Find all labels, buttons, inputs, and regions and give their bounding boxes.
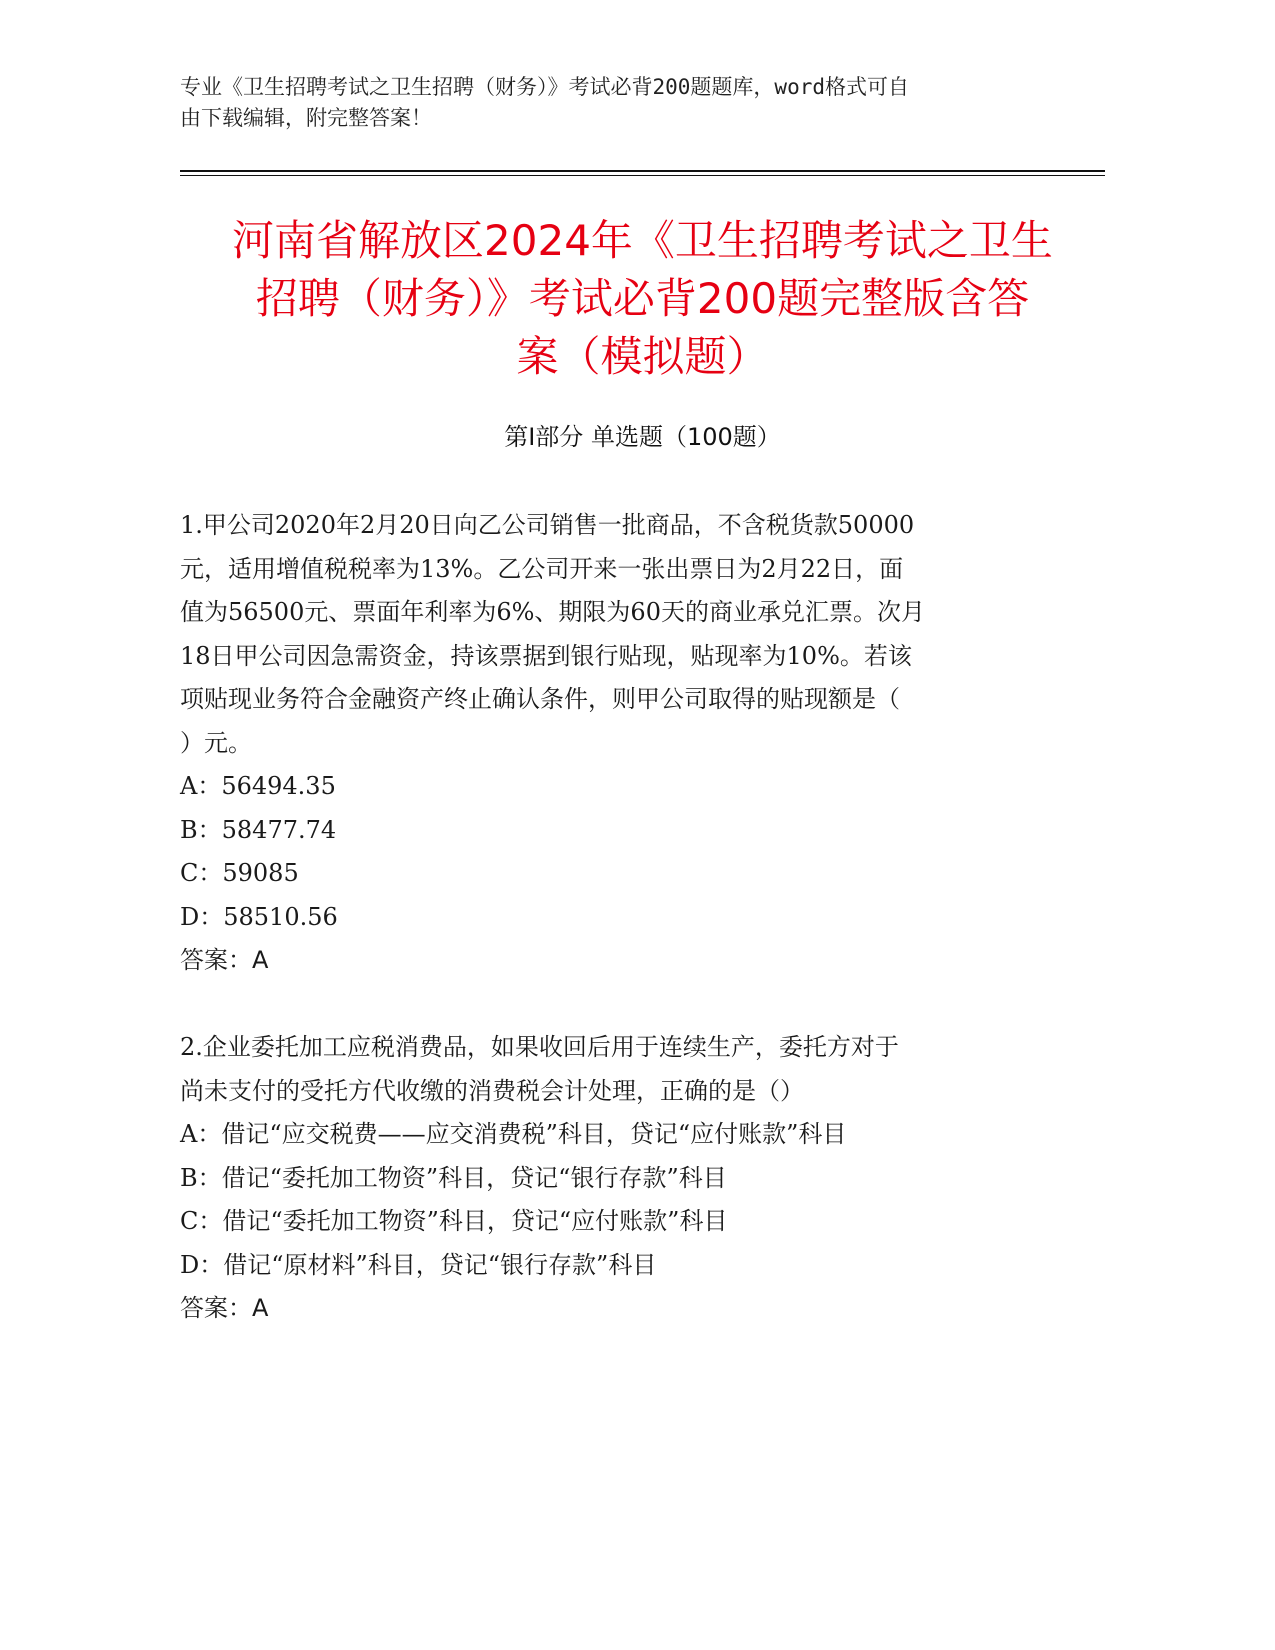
option-c: C：59085 [180,859,299,887]
header-note-line-1: 专业《卫生招聘考试之卫生招聘（财务）》考试必背200题题库，word格式可自 [180,75,909,99]
question-stem-line: 元，适用增值税税率为13%。乙公司开来一张出票日为2月22日，面 [180,554,904,583]
option-c: C：借记“委托加工物资”科目，贷记“应付账款”科目 [180,1207,728,1235]
question-stem [180,504,1080,765]
question-stem-line: 尚未支付的受托方代收缴的消费税会计处理，正确的是（） [180,1076,804,1105]
header-note [180,72,1060,134]
header-divider-thin [180,175,1105,176]
answer-line: 答案：A [180,1294,269,1322]
option-b: B：58477.74 [180,815,337,844]
question-1 [180,504,1080,983]
header-divider-thick [180,170,1105,172]
option-d: D：58510.56 [180,902,338,931]
question-stem [180,1026,1080,1113]
header-note-line-2: 由下载编辑，附完整答案！ [180,106,432,130]
question-stem-line: 1.甲公司2020年2月20日向乙公司销售一批商品，不含税货款50000 [180,511,915,539]
question-stem-line: 项贴现业务符合金融资产终止确认条件，则甲公司取得的贴现额是（ [180,685,900,713]
option-a: A：借记“应交税费——应交消费税”科目，贷记“应付账款”科目 [180,1120,847,1148]
document-title-line-3: 案（模拟题） [516,332,769,381]
question-stem-line: 18日甲公司因急需资金，持该票据到银行贴现，贴现率为10%。若该 [180,641,912,670]
question-stem-line: 值为56500元、票面年利率为6%、期限为60天的商业承兑汇票。次月 [180,598,925,626]
document-title [150,212,1135,386]
answer-line: 答案：A [180,946,269,974]
document-title-line-2: 招聘（财务）》考试必背200题完整版含答 [255,274,1030,323]
question-stem-line: ）元。 [180,728,252,757]
question-2 [180,1026,1080,1331]
option-b: B：借记“委托加工物资”科目，贷记“银行存款”科目 [180,1163,727,1192]
section-heading: 第Ⅰ部分 单选题（100题） [504,423,781,451]
option-a: A：56494.35 [180,772,336,800]
option-d: D：借记“原材料”科目，贷记“银行存款”科目 [180,1250,657,1279]
question-stem-line: 2.企业委托加工应税消费品，如果收回后用于连续生产，委托方对于 [180,1033,899,1061]
document-title-line-1: 河南省解放区2024年《卫生招聘考试之卫生 [232,216,1053,265]
